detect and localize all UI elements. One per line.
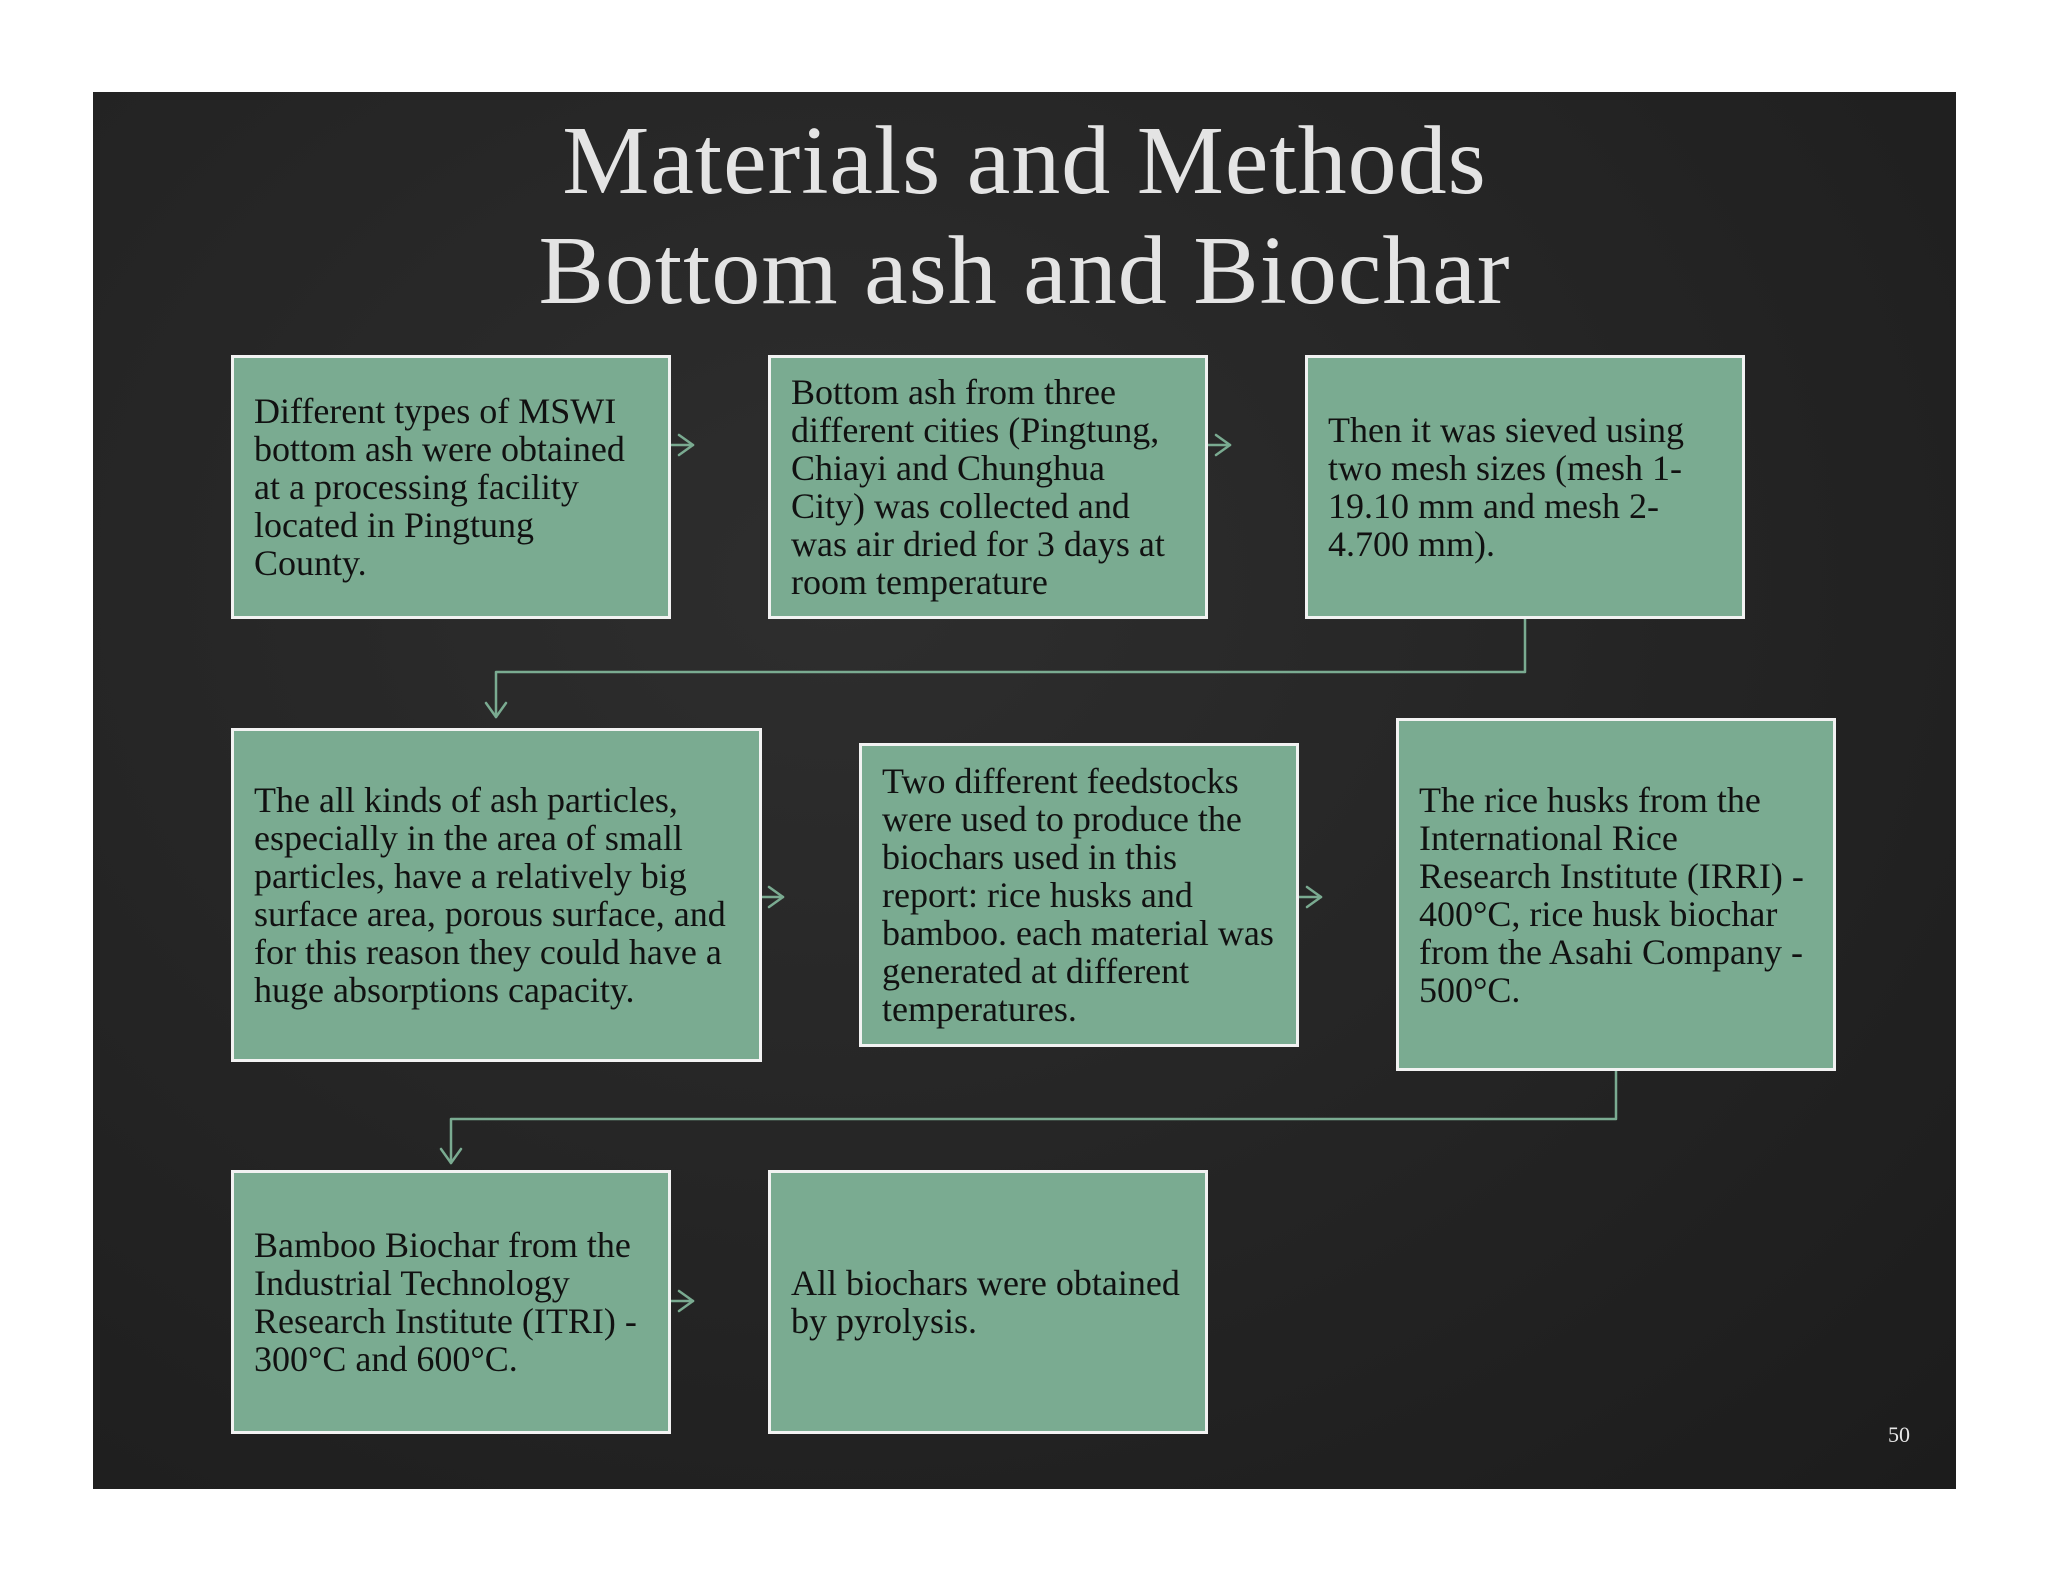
flow-box-1 (231, 355, 671, 619)
flow-box-2 (768, 355, 1208, 619)
flow-box-4 (231, 728, 762, 1062)
flow-box-3-text: Then it was sieved using two mesh sizes (mesh 1- 19.10 mm and mesh 2- 4.700 mm). (1328, 410, 1684, 564)
flow-box-6-text: The rice husks from the International Rice Research Institute (IRRI) - 400°C, rice husk biochar from the Asahi Company - 500°C. (1419, 779, 1804, 1010)
flow-box-6 (1396, 718, 1836, 1071)
flow-box-4-text: The all kinds of ash particles, especially in the area of small particles, have a relatively big surface area, porous surface, and for this reason they could have a huge absorptions capacity. (254, 780, 726, 1010)
flow-box-2-text: Bottom ash from three different cities (Pingtung, Chiayi and Chunghua City) was collected and was air dried for 3 days at room temperature (791, 372, 1165, 602)
flow-box-1-text: Different types of MSWI bottom ash were obtained at a processing facility located in Pingtung County. (254, 391, 625, 583)
slide (93, 92, 1956, 1489)
flow-box-5-text: Two different feedstocks were used to produce the biochars used in this report: rice husks and bamboo. each material was generated at different temperatures. (882, 761, 1274, 1029)
slide-title-line-2: Bottom ash and Biochar (538, 217, 1511, 325)
page-number: 50 (1888, 1422, 1910, 1447)
elbow-box3-to-box4 (486, 619, 1525, 717)
slide-title-line-1: Materials and Methods (562, 107, 1487, 215)
flow-box-5 (859, 743, 1299, 1047)
flow-box-7-text: Bamboo Biochar from the Industrial Technology Research Institute (ITRI) - 300°C and 600°C. (254, 1225, 637, 1379)
elbow-box6-to-box7 (441, 1070, 1616, 1163)
flow-box-7 (231, 1170, 671, 1434)
flow-box-3 (1305, 355, 1745, 619)
flow-box-8-text: All biochars were obtained by pyrolysis. (791, 1263, 1180, 1341)
flow-box-8 (768, 1170, 1208, 1434)
